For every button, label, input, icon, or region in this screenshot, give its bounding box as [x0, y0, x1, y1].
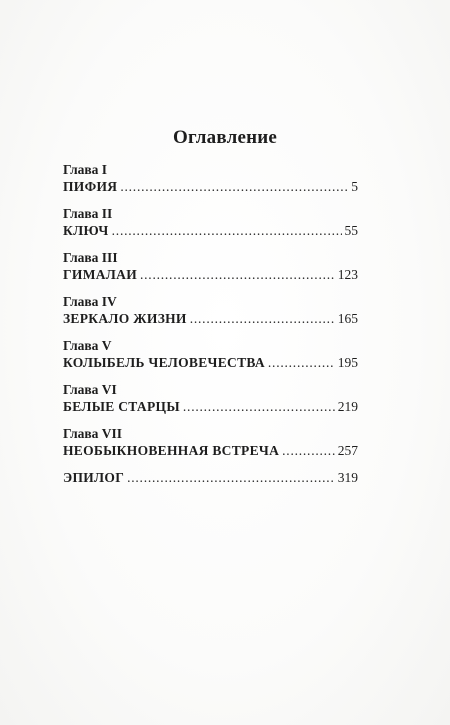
toc-entry [63, 205, 358, 240]
toc-line [63, 469, 358, 487]
toc-entry [63, 161, 358, 196]
toc-line [63, 266, 358, 284]
chapter-name: ПИФИЯ [63, 179, 118, 194]
chapter-label: Глава IV [63, 294, 117, 309]
chapter-label: Глава II [63, 206, 113, 221]
chapter-label: Глава VII [63, 426, 123, 441]
dot-leader [183, 398, 335, 416]
page-number: 319 [337, 470, 358, 485]
dot-leader [112, 222, 342, 240]
toc-entry [63, 293, 358, 328]
dot-leader [190, 310, 335, 328]
chapter-label: Глава VI [63, 382, 117, 397]
toc-line [63, 354, 358, 372]
table-of-contents [63, 161, 358, 496]
page-number: 165 [337, 311, 358, 326]
dot-leader [140, 266, 335, 284]
toc-line [63, 310, 358, 328]
toc-title: Оглавление [172, 127, 278, 148]
toc-line [63, 398, 358, 416]
dot-leader [127, 469, 335, 487]
chapter-name: НЕОБЫКНОВЕННАЯ ВСТРЕЧА [63, 443, 280, 458]
chapter-name: ГИМАЛАИ [63, 267, 137, 282]
chapter-label: Глава V [63, 338, 112, 353]
toc-line [63, 222, 358, 240]
dot-leader [268, 354, 335, 372]
chapter-label: Глава I [63, 162, 108, 177]
toc-entry [63, 425, 358, 460]
page-number: 55 [344, 223, 358, 238]
page-number: 219 [337, 399, 358, 414]
chapter-name: БЕЛЫЕ СТАРЦЫ [63, 399, 180, 414]
dot-leader [120, 178, 348, 196]
page-number: 123 [337, 267, 358, 282]
page-number: 195 [337, 355, 358, 370]
page-number: 257 [337, 443, 358, 458]
chapter-name: КОЛЫБЕЛЬ ЧЕЛОВЕЧЕСТВА [63, 355, 265, 370]
chapter-label: Глава III [63, 250, 118, 265]
toc-entry [63, 337, 358, 372]
dot-leader [282, 442, 335, 460]
chapter-name: ЗЕРКАЛО ЖИЗНИ [63, 311, 187, 326]
toc-entry [63, 249, 358, 284]
page-number: 5 [351, 179, 358, 194]
toc-entry [63, 381, 358, 416]
toc-line [63, 178, 358, 196]
toc-line [63, 442, 358, 460]
toc-entry-epilogue [63, 469, 358, 487]
chapter-name: КЛЮЧ [63, 223, 109, 238]
epilogue-name: ЭПИЛОГ [63, 470, 125, 485]
